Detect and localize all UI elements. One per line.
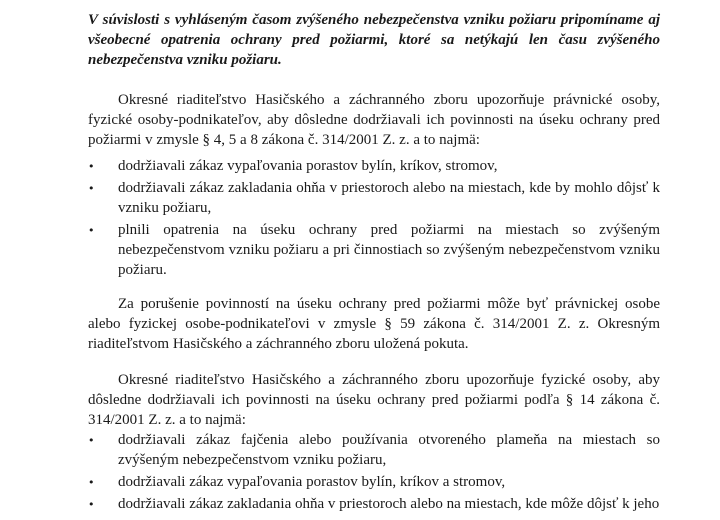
list-item-text: plnili opatrenia na úseku ochrany pred požiarmi na miestach so zvýšeným nebezpečenstvom vzniku požiaru a pri činnostiach so zvýšeným nebezpečenstvom vzniku požiaru. <box>118 222 660 278</box>
bullet-icon <box>88 220 118 241</box>
list-item <box>88 220 660 280</box>
list-item <box>88 178 660 218</box>
intro-notice: V súvislosti s vyhláseným časom zvýšeného nebezpečenstva vzniku požiaru pripomíname aj všeobecné opatrenia ochrany pred požiarmi, ktoré sa netýkajú len času zvýšeného nebezpečenstva vzniku požiaru. <box>88 12 660 68</box>
list-item <box>88 494 660 514</box>
spacer <box>88 286 660 294</box>
section2-paragraph: Okresné riaditeľstvo Hasičského a záchranného zboru upozorňuje fyzické osoby, aby dôsledne dodržiavali ich povinnosti na úseku ochrany pred požiarmi podľa § 14 zákona č. 314/2001 Z. z. a to najmä: <box>88 372 660 428</box>
spacer <box>88 354 660 370</box>
list-item <box>88 472 660 492</box>
penalty-paragraph: Za porušenie povinností na úseku ochrany pred požiarmi môže byť právnickej osobe alebo fyzickej osobe-podnikateľovi v zmysle § 59 zákona č. 314/2001 Z. z. Okresným riaditeľstvom Hasičského a záchranného zboru uložená pokuta. <box>88 296 660 352</box>
list-item-text: dodržiavali zákaz vypaľovania porastov bylín, kríkov, stromov, <box>118 158 498 174</box>
bullet-icon <box>88 156 118 177</box>
list-item-text: dodržiavali zákaz fajčenia alebo používania otvoreného plameňa na miestach so zvýšeným nebezpečenstvom vzniku požiaru, <box>118 432 660 468</box>
bullet-icon <box>88 178 118 199</box>
list-item <box>88 156 660 176</box>
list-item-text: dodržiavali zákaz vypaľovania porastov bylín, kríkov a stromov, <box>118 474 506 490</box>
bullet-icon <box>88 472 118 493</box>
list-item <box>88 430 660 470</box>
bullet-icon <box>88 494 118 515</box>
list-item-text: dodržiavali zákaz zakladania ohňa v priestoroch alebo na miestach, kde by mohlo dôjsť k vzniku požiaru, <box>118 180 660 216</box>
section2-list <box>88 430 660 514</box>
list-item-text: dodržiavali zákaz zakladania ohňa v priestoroch alebo na miestach, kde môže dôjsť k jeho <box>118 496 660 512</box>
document-body <box>88 10 660 520</box>
section1-list <box>88 156 660 280</box>
section1-paragraph: Okresné riaditeľstvo Hasičského a záchranného zboru upozorňuje právnické osoby, fyzické osoby-podnikateľov, aby dôsledne dodržiavali ich povinnosti na úseku ochrany pred požiarmi v zmysle § 4, 5 a 8 zákona č. 314/2001 Z. z. a to najmä: <box>88 92 660 148</box>
bullet-icon <box>88 430 118 451</box>
